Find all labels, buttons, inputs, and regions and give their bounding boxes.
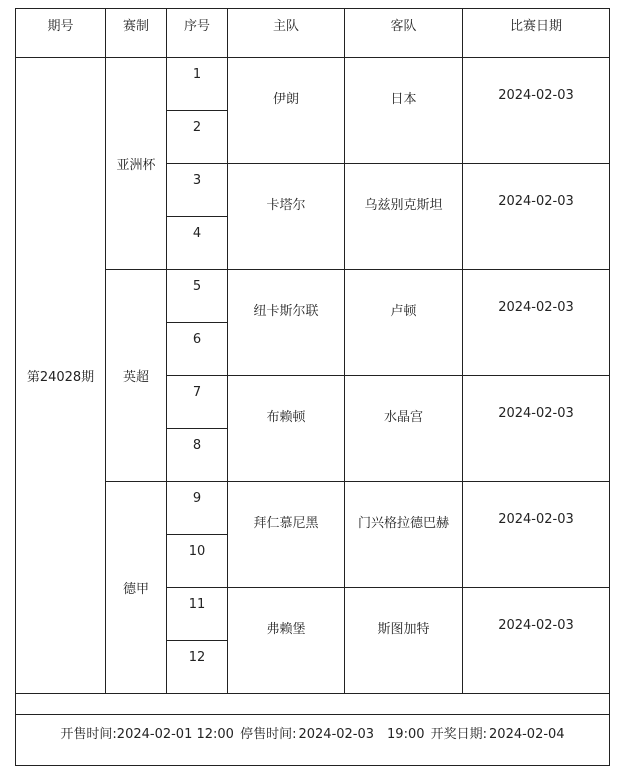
match-date-cell: 2024-02-03 <box>463 482 610 588</box>
header-away: 客队 <box>345 9 463 58</box>
seq-cell: 1 <box>167 58 228 111</box>
header-row <box>16 9 610 58</box>
away-team-cell: 卢顿 <box>345 270 463 376</box>
home-team-cell: 纽卡斯尔联 <box>228 270 345 376</box>
sale-start-value: 2024-02-01 12:00 <box>116 727 234 742</box>
competition-cell: 英超 <box>106 270 167 482</box>
spacer-row <box>16 694 610 715</box>
spacer-cell <box>16 694 610 715</box>
header-date: 比赛日期 <box>463 9 610 58</box>
header-seq: 序号 <box>167 9 228 58</box>
home-team-cell: 布赖顿 <box>228 376 345 482</box>
home-team-cell: 卡塔尔 <box>228 164 345 270</box>
seq-cell: 5 <box>167 270 228 323</box>
seq-cell: 6 <box>167 323 228 376</box>
away-team-cell: 日本 <box>345 58 463 164</box>
seq-cell: 4 <box>167 217 228 270</box>
table-row <box>16 270 610 323</box>
seq-cell: 12 <box>167 641 228 694</box>
away-team-cell: 斯图加特 <box>345 588 463 694</box>
footer-cell <box>16 715 610 766</box>
match-date-cell: 2024-02-03 <box>463 270 610 376</box>
draw-date-value: 2024-02-04 <box>489 727 565 742</box>
home-team-cell: 拜仁慕尼黑 <box>228 482 345 588</box>
seq-cell: 3 <box>167 164 228 217</box>
competition-cell: 德甲 <box>106 482 167 694</box>
home-team-cell: 弗赖堡 <box>228 588 345 694</box>
table-row <box>16 482 610 535</box>
seq-cell: 7 <box>167 376 228 429</box>
away-team-cell: 水晶宫 <box>345 376 463 482</box>
match-date-cell: 2024-02-03 <box>463 588 610 694</box>
header-home: 主队 <box>228 9 345 58</box>
seq-cell: 8 <box>167 429 228 482</box>
seq-cell: 9 <box>167 482 228 535</box>
lottery-schedule-table <box>15 8 610 766</box>
sale-stop-value: 2024-02-03 19:00 <box>298 727 425 742</box>
sale-start-label: 开售时间: <box>60 727 117 742</box>
header-competition: 赛制 <box>106 9 167 58</box>
footer-row <box>16 715 610 766</box>
home-team-cell: 伊朗 <box>228 58 345 164</box>
seq-cell: 11 <box>167 588 228 641</box>
seq-cell: 10 <box>167 535 228 588</box>
issue-cell: 第24028期 <box>16 58 106 694</box>
seq-cell: 2 <box>167 111 228 164</box>
match-date-cell: 2024-02-03 <box>463 58 610 164</box>
table-row <box>16 58 610 111</box>
match-date-cell: 2024-02-03 <box>463 376 610 482</box>
draw-date-label: 开奖日期: <box>430 727 488 742</box>
match-date-cell: 2024-02-03 <box>463 164 610 270</box>
header-issue: 期号 <box>16 9 106 58</box>
competition-cell: 亚洲杯 <box>106 58 167 270</box>
sale-stop-label: 停售时间: <box>240 727 297 742</box>
away-team-cell: 乌兹别克斯坦 <box>345 164 463 270</box>
away-team-cell: 门兴格拉德巴赫 <box>345 482 463 588</box>
